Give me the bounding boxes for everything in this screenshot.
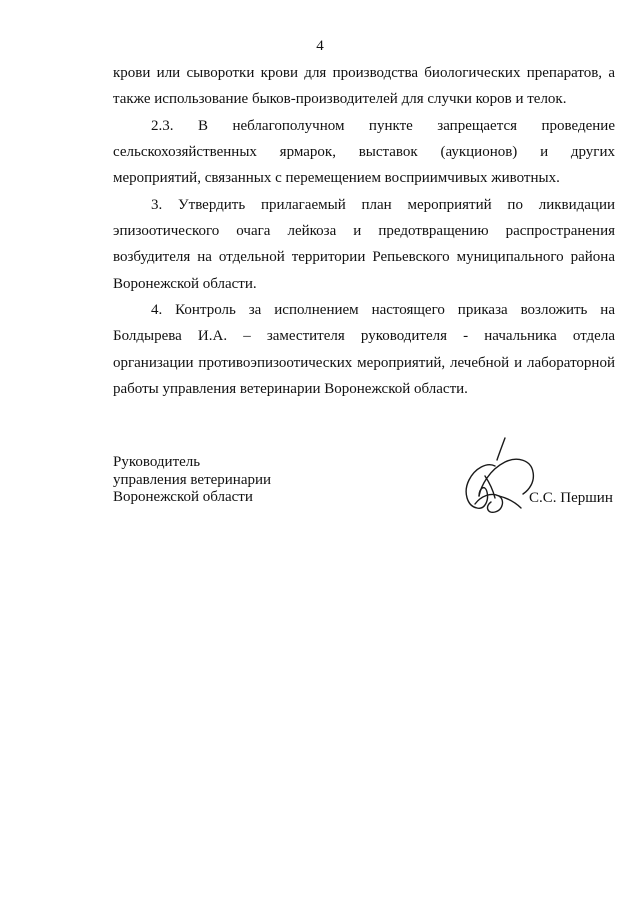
document-body [113,60,615,402]
paragraph-4-line-1: 4. Контроль за исполнением настоящего приказа возложить на [151,301,615,318]
signer-name: С.С. Першин [529,490,613,506]
paragraph-3-line-1: 3. Утвердить прилагаемый план мероприятий по ликвидации [151,196,615,213]
paragraph-4-line-2: Болдырева И.А. – заместителя руководителя - начальника отдела [113,328,615,345]
paragraph-2-3-line-2: сельскохозяйственных ярмарок, выставок (аукционов) и других [113,143,615,160]
signatory-title-line-3: Воронежской области [113,489,253,505]
paragraph-3-line-2: эпизоотического очага лейкоза и предотвращению распространения [113,222,615,239]
paragraph-4-line-3: организации противоэпизоотических мероприятий, лечебной и лабораторной [113,354,615,371]
paragraph-2-3-line-1: 2.3. В неблагополучном пункте запрещается проведение [151,117,615,134]
signatory-position [113,454,271,507]
text-line-2: также использование быков-производителей для случки коров и телок. [113,91,567,108]
signatory-title-line-1: Руководитель [113,454,201,470]
paragraph-3-line-3: возбудителя на отдельной территории Репьевского муниципального района [113,249,615,266]
paragraph-4-line-4: работы управления ветеринарии Воронежской области. [113,380,468,397]
handwritten-signature [455,436,535,520]
page-number: 4 [316,38,324,54]
paragraph-3-line-4: Воронежской области. [113,275,257,292]
text-line-1: крови или сыворотки крови для производства биологических препаратов, а [113,65,615,81]
signatory-title-line-2: управления ветеринарии [113,471,272,488]
paragraph-2-3-line-3: мероприятий, связанных с перемещением восприимчивых животных. [113,170,560,187]
